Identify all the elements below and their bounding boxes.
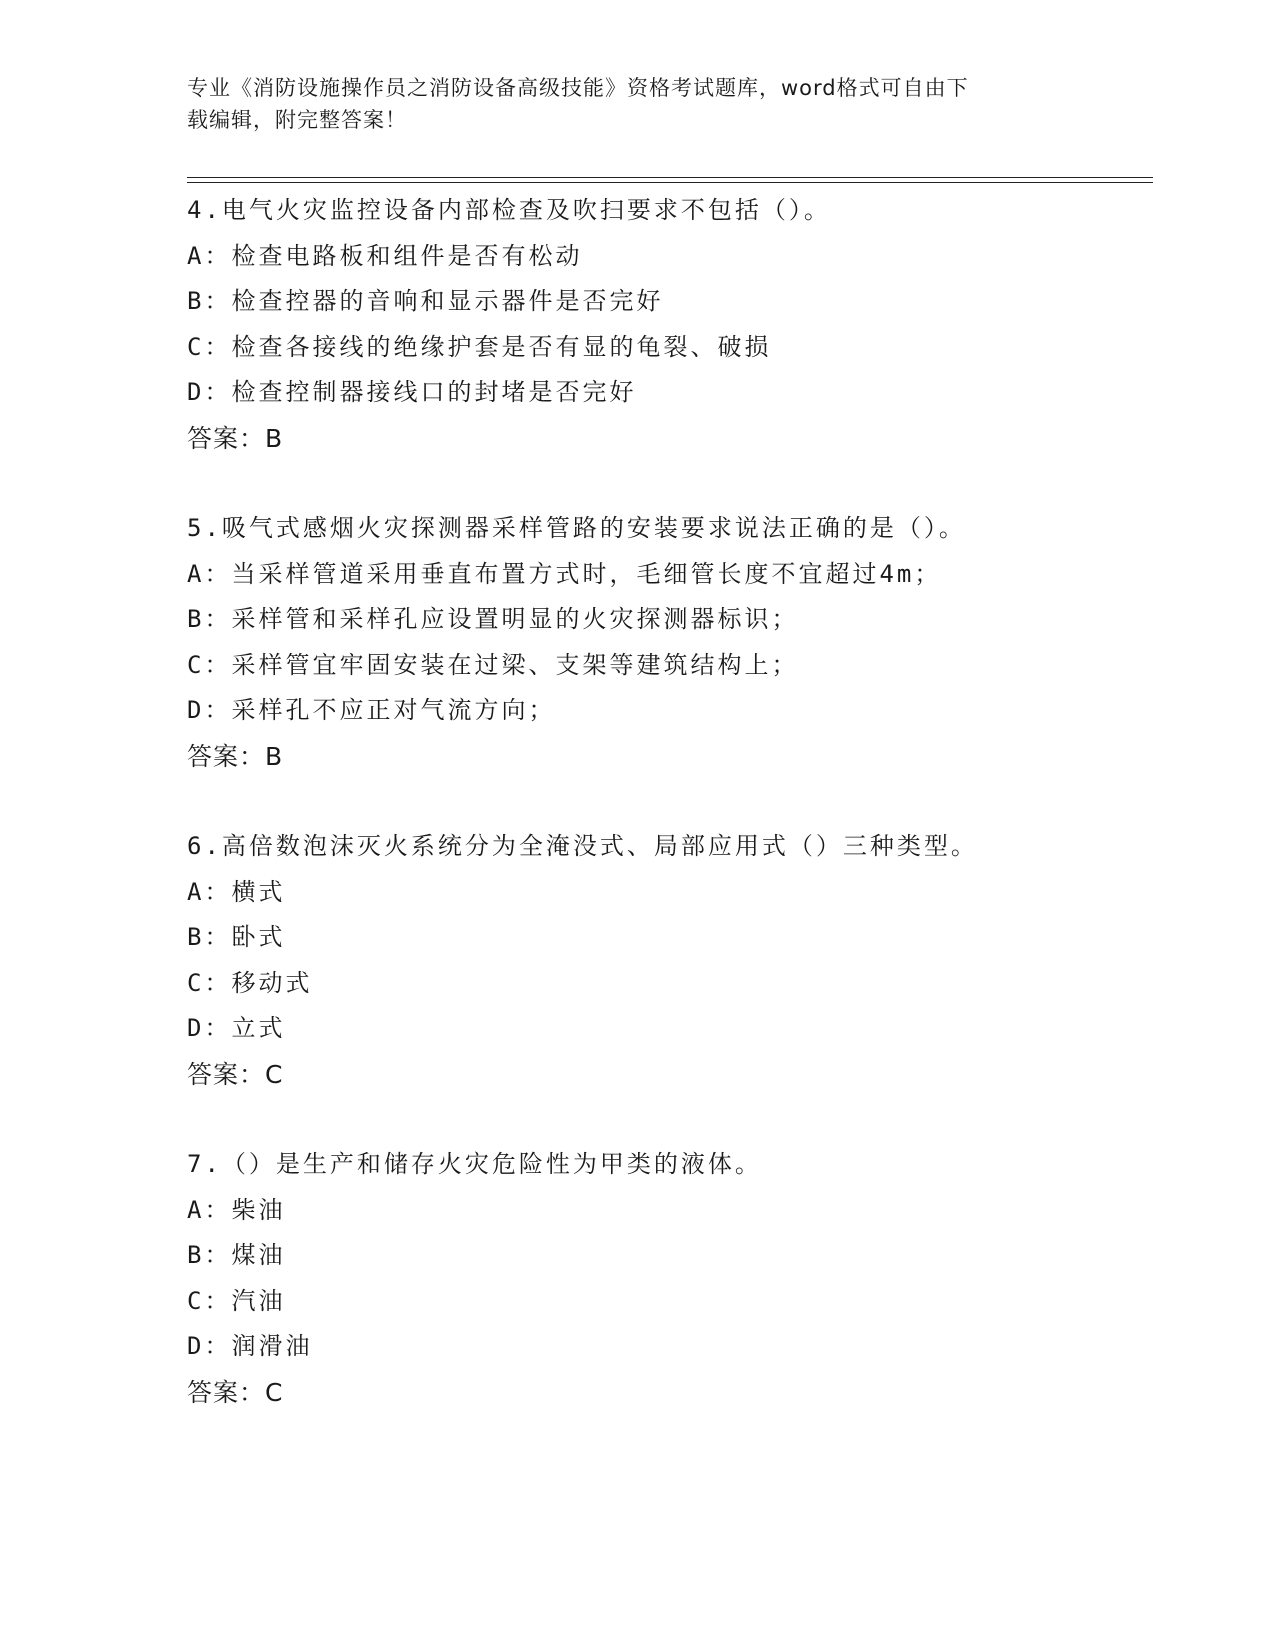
option-a: A：柴油 xyxy=(187,1195,286,1224)
option-d: D：采样孔不应正对气流方向； xyxy=(187,696,556,724)
answer-text: 答案：C xyxy=(187,1059,284,1089)
question-4 xyxy=(187,188,1153,461)
option-b: B：卧式 xyxy=(187,923,286,951)
header-line-2: 载编辑，附完整答案！ xyxy=(187,108,407,132)
question-stem: 7.（）是生产和储存火灾危险性为甲类的液体。 xyxy=(187,1150,762,1178)
option-d: D：检查控制器接线口的封堵是否完好 xyxy=(187,378,637,406)
option-c: C：移动式 xyxy=(187,968,313,997)
option-d: D：立式 xyxy=(187,1014,286,1042)
question-stem: 6.高倍数泡沫灭火系统分为全淹没式、局部应用式（）三种类型。 xyxy=(187,832,978,860)
header-line-1: 专业《消防设施操作员之消防设备高级技能》资格考试题库，word格式可自由下 xyxy=(187,76,969,100)
question-5 xyxy=(187,506,1153,779)
answer-text: 答案：B xyxy=(187,423,284,453)
option-b: B：煤油 xyxy=(187,1241,286,1269)
question-stem: 4.电气火灾监控设备内部检查及吹扫要求不包括（）。 xyxy=(187,196,831,224)
header-divider-bottom xyxy=(187,182,1153,183)
answer-text: 答案：C xyxy=(187,1377,284,1407)
option-c: C：采样管宜牢固安装在过梁、支架等建筑结构上； xyxy=(187,650,799,679)
question-list xyxy=(187,188,1153,1460)
question-7 xyxy=(187,1142,1153,1415)
question-stem: 5.吸气式感烟火灾探测器采样管路的安装要求说法正确的是（）。 xyxy=(187,514,966,542)
document-header xyxy=(187,72,1067,136)
option-a: A：当采样管道采用垂直布置方式时，毛细管长度不宜超过4m； xyxy=(187,559,942,588)
option-a: A：横式 xyxy=(187,877,286,906)
option-c: C：汽油 xyxy=(187,1286,286,1315)
option-b: B：检查控器的音响和显示器件是否完好 xyxy=(187,287,664,315)
question-6 xyxy=(187,824,1153,1097)
answer-text: 答案：B xyxy=(187,741,284,771)
option-c: C：检查各接线的绝缘护套是否有显的龟裂、破损 xyxy=(187,332,772,361)
option-a: A：检查电路板和组件是否有松动 xyxy=(187,241,583,270)
option-d: D：润滑油 xyxy=(187,1332,313,1360)
option-b: B：采样管和采样孔应设置明显的火灾探测器标识； xyxy=(187,605,799,633)
header-divider-top xyxy=(187,177,1153,178)
